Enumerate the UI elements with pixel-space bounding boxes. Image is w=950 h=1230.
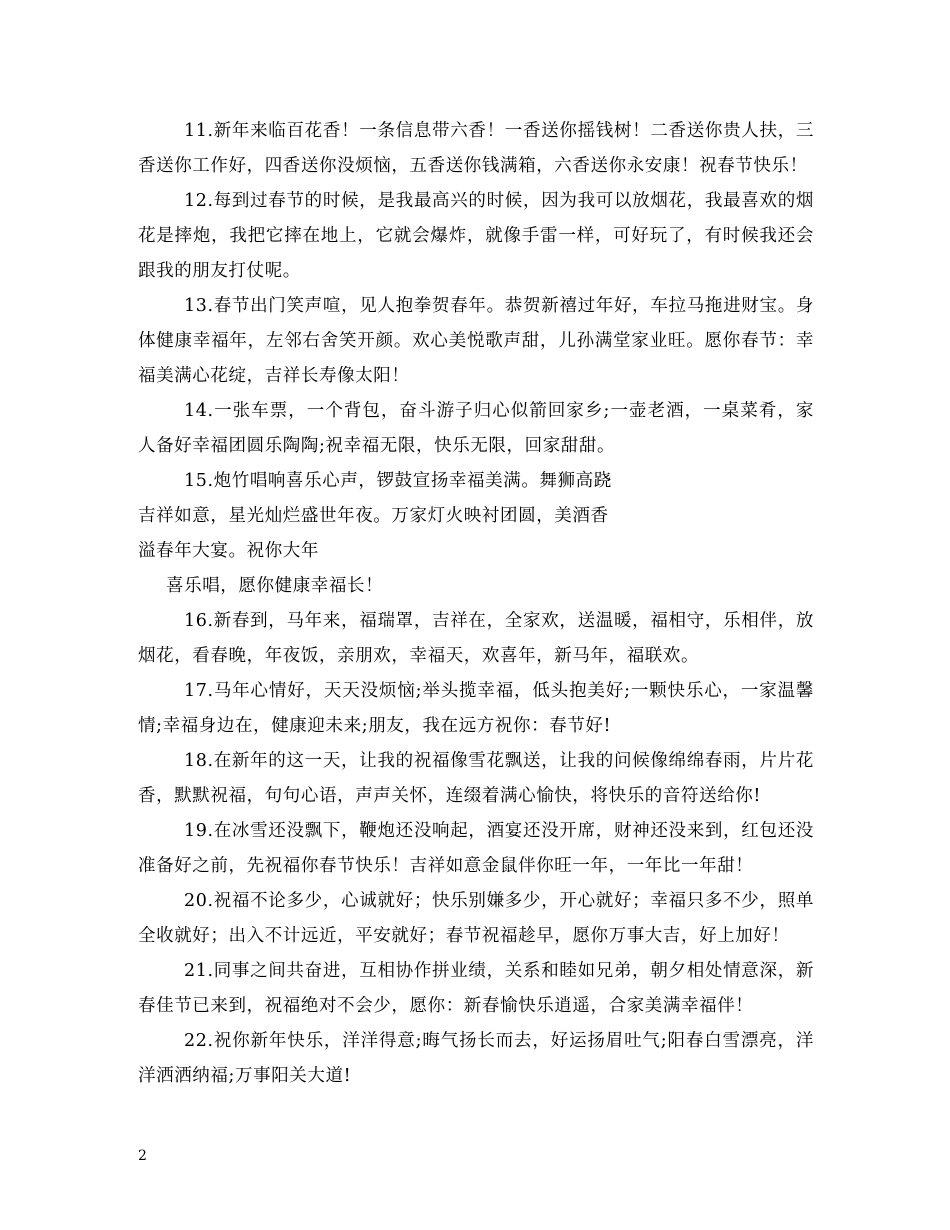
page-number: 2 xyxy=(138,1148,147,1164)
paragraph-15-continued: 喜乐唱，愿你健康幸福长！ xyxy=(166,576,384,596)
paragraph-22: 22.祝你新年快乐，洋洋得意;晦气扬长而去，好运扬眉吐气;阳春白雪漂亮，洋洋洒洒纳福;万事阳关大道! xyxy=(138,1031,814,1086)
paragraph-12: 12.每到过春节的时候，是我最高兴的时候，因为我可以放烟花，我最喜欢的烟花是摔炮，我把它摔在地上，它就会爆炸，就像手雷一样，可好玩了，有时候我还会跟我的朋友打仗呢。 xyxy=(138,191,814,281)
paragraph-11: 11.新年来临百花香！一条信息带六香！一香送你摇钱树！二香送你贵人扶，三香送你工作好，四香送你没烦恼，五香送你钱满箱，六香送你永安康！祝春节快乐！ xyxy=(138,121,814,176)
document-body xyxy=(138,114,814,1094)
paragraph-13: 13.春节出门笑声喧，见人抱拳贺春年。恭贺新禧过年好，车拉马拖进财宝。身体健康幸福年，左邻右舍笑开颜。欢心美悦歌声甜，儿孙满堂家业旺。愿你春节：幸福美满心花绽，吉祥长寿像太阳！ xyxy=(138,296,814,386)
paragraph-15: 15.炮竹唱响喜乐心声，锣鼓宣扬幸福美满。舞狮高跷吉祥如意，星光灿烂盛世年夜。万家灯火映衬团圆，美酒香溢春年大宴。祝你大年 xyxy=(138,471,612,561)
paragraph-16: 16.新春到，马年来，福瑞罩，吉祥在，全家欢，送温暖，福相守，乐相伴，放烟花，看春晚，年夜饭，亲朋欢，幸福天，欢喜年，新马年，福联欢。 xyxy=(138,611,814,666)
paragraph-19: 19.在冰雪还没飘下，鞭炮还没响起，酒宴还没开席，财神还没来到，红包还没准备好之前，先祝福你春节快乐！吉祥如意金鼠伴你旺一年，一年比一年甜！ xyxy=(138,821,814,876)
paragraph-14: 14.一张车票，一个背包，奋斗游子归心似箭回家乡;一壶老酒，一桌菜肴，家人备好幸福团圆乐陶陶;祝幸福无限，快乐无限，回家甜甜。 xyxy=(138,401,814,456)
paragraph-18: 18.在新年的这一天，让我的祝福像雪花飘送，让我的问候像绵绵春雨，片片花香，默默祝福，句句心语，声声关怀，连缀着满心愉快，将快乐的音符送给你! xyxy=(138,751,814,806)
paragraph-17: 17.马年心情好，天天没烦恼;举头揽幸福，低头抱美好;一颗快乐心，一家温馨情;幸福身边在，健康迎未来;朋友，我在远方祝你：春节好! xyxy=(138,681,814,736)
paragraph-20: 20.祝福不论多少，心诚就好；快乐别嫌多少，开心就好；幸福只多不少，照单全收就好；出入不计远近，平安就好；春节祝福趁早，愿你万事大吉，好上加好！ xyxy=(138,891,814,946)
paragraph-21: 21.同事之间共奋进，互相协作拼业绩，关系和睦如兄弟，朝夕相处情意深，新春佳节已来到，祝福绝对不会少，愿你：新春愉快乐逍遥，合家美满幸福伴！ xyxy=(138,961,814,1016)
